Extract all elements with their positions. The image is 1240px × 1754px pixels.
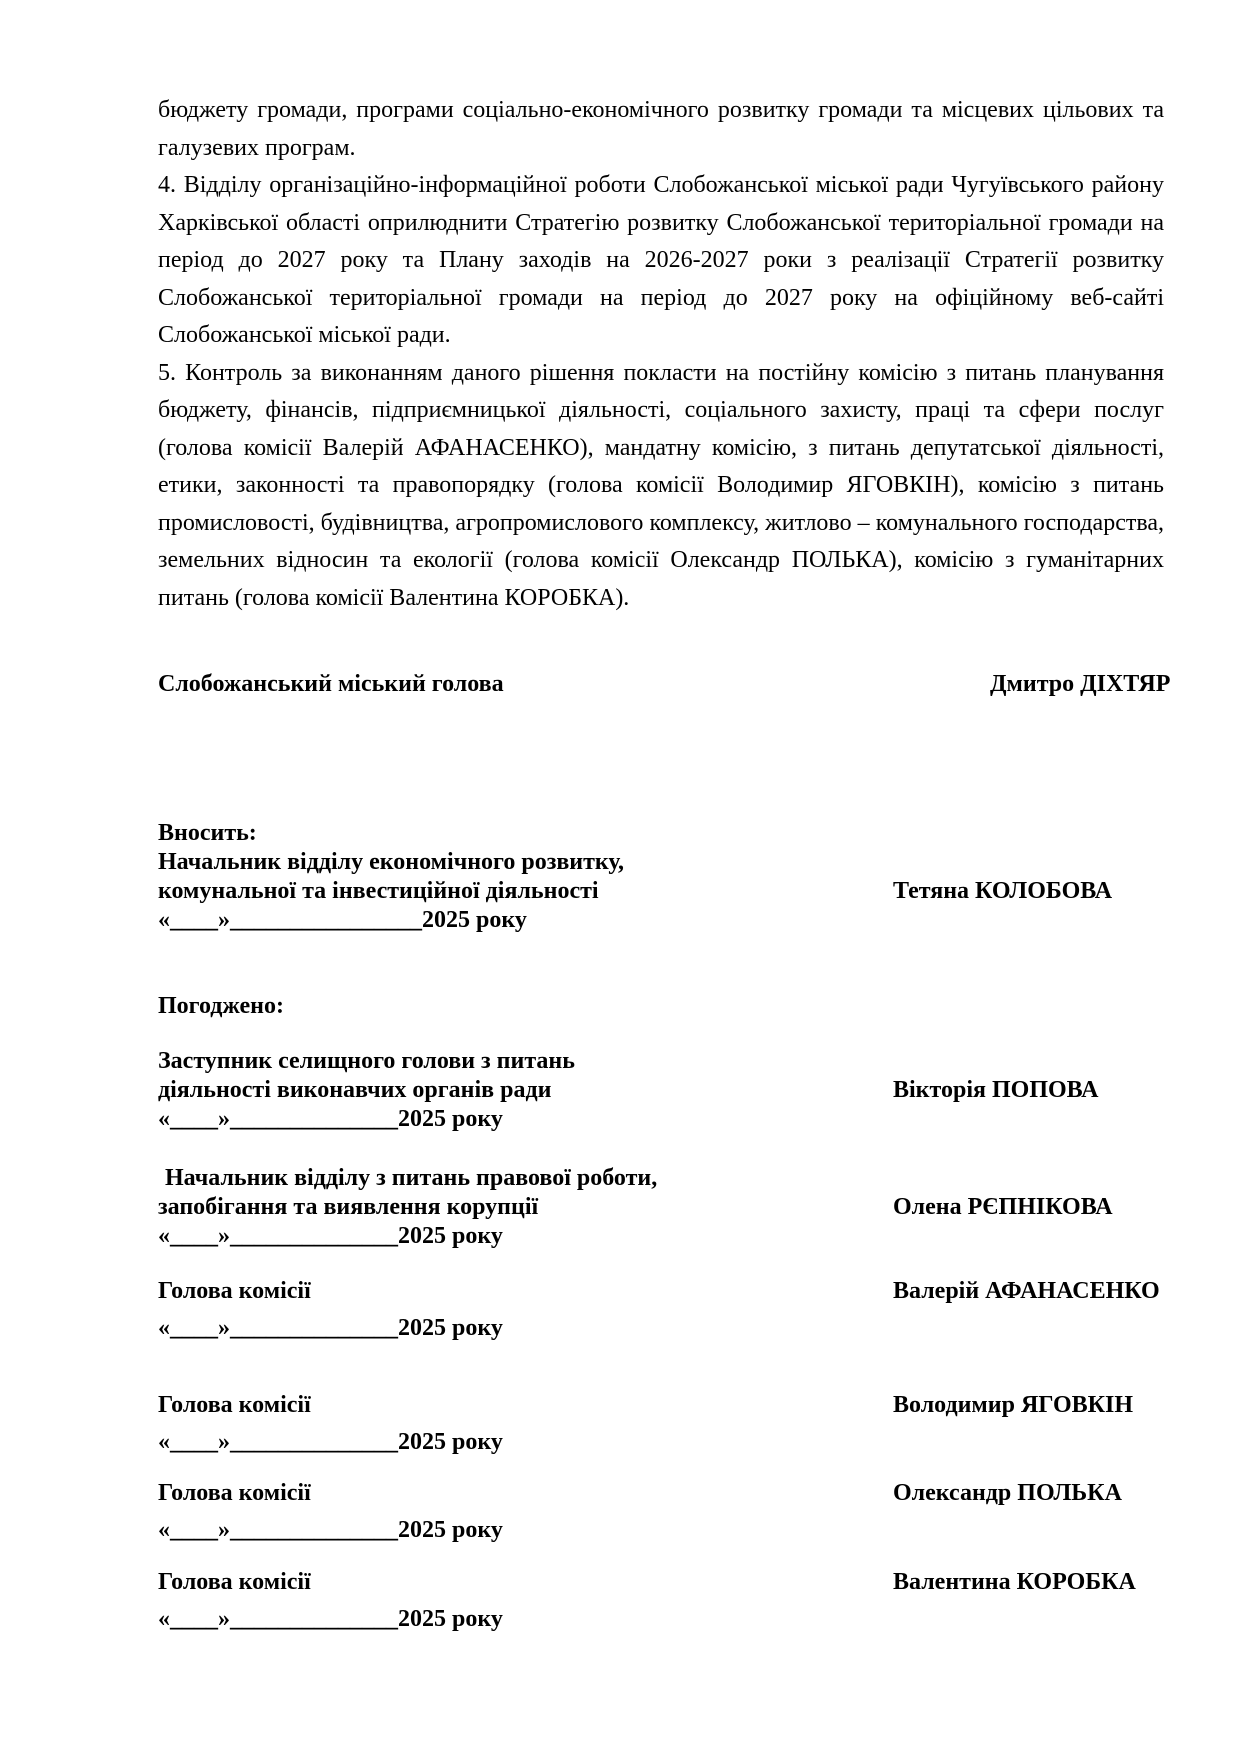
agreed-heading: Погоджено: xyxy=(158,993,284,1019)
commission-head-title: Голова комісії xyxy=(158,1480,311,1506)
submit-section xyxy=(158,819,1164,935)
commission-head-block-korobka xyxy=(158,1564,1164,1638)
paragraph-budget-continuation: бюджету громади, програми соціально-економічного розвитку громади та місцевих цільових та галузевих програм. xyxy=(158,97,1164,161)
commission-head-block-afanasenko xyxy=(158,1273,1164,1347)
commission-head-title-line xyxy=(158,1475,1164,1512)
commission-head-date-blank-line: «____»______________2025 року xyxy=(158,1606,503,1632)
commission-head-date-blank-line: «____»______________2025 року xyxy=(158,1517,503,1543)
commission-head-title: Голова комісії xyxy=(158,1569,311,1595)
commission-head-block-yahovkin xyxy=(158,1387,1164,1461)
agreed-legal-block xyxy=(158,1164,1164,1251)
paragraph-item-4: 4. Відділу організаційно-інформаційної роботи Слобожанської міської ради Чугуївського району Харківської області оприлюднити Стратегію розвитку Слобожанської територіальної громади на період до 2027 року та Плану заходів на 2026-2027 роки з реалізації Стратегії розвитку Слобожанської територіальної громади на період до 2027 року на офіційному веб-сайті Слобожанської міської ради. xyxy=(158,172,1164,348)
commission-head-date-blank-line: «____»______________2025 року xyxy=(158,1429,503,1455)
document-body xyxy=(158,92,1164,617)
paragraph-item-5: 5. Контроль за виконанням даного рішення покласти на постійну комісію з питань планування бюджету, фінансів, підприємницької діяльності, соціального захисту, праці та сфери послуг (голова комісії Валерій АФАНАСЕНКО), мандатну комісію, з питань депутатської діяльності, етики, законності та правопорядку (голова комісії Володимир ЯГОВКІН), комісію з питань промисловості, будівництва, агропромислового комплексу, житлово – комунального господарства, земельних відносин та екології (голова комісії Олександр ПОЛЬКА), комісію з гуманітарних питань (голова комісії Валентина КОРОБКА). xyxy=(158,359,1164,611)
legal-title-line-2 xyxy=(158,1193,1164,1222)
commission-head-title-line xyxy=(158,1564,1164,1601)
deputy-title-line-1: Заступник селищного голови з питань xyxy=(158,1048,575,1074)
submit-heading: Вносить: xyxy=(158,820,257,846)
commission-head-title-line xyxy=(158,1273,1164,1310)
commission-head-title: Голова комісії xyxy=(158,1278,311,1304)
legal-signer-name: Олена РЄПНІКОВА xyxy=(893,1194,1113,1220)
commission-head-name: Володимир ЯГОВКІН xyxy=(893,1392,1134,1418)
submit-date-blank-line: «____»________________2025 року xyxy=(158,907,527,933)
legal-title-line-1: Начальник відділу з питань правової роботи, xyxy=(165,1165,658,1191)
deputy-title-line-2-text: діяльності виконавчих органів ради xyxy=(158,1077,552,1103)
submit-title-line-1: Начальник відділу економічного розвитку, xyxy=(158,849,625,875)
commission-head-title-line xyxy=(158,1387,1164,1424)
legal-title-line-2-text: запобігання та виявлення корупції xyxy=(158,1194,539,1220)
deputy-signer-name: Вікторія ПОПОВА xyxy=(893,1077,1099,1103)
commission-head-block-polka xyxy=(158,1475,1164,1549)
commission-head-title: Голова комісії xyxy=(158,1392,311,1418)
commission-head-name: Валентина КОРОБКА xyxy=(893,1569,1136,1595)
mayor-signature-row xyxy=(158,670,1171,699)
submit-title-line-2 xyxy=(158,877,1164,906)
deputy-date-blank-line: «____»______________2025 року xyxy=(158,1106,503,1132)
mayor-name: Дмитро ДІХТЯР xyxy=(990,671,1171,697)
mayor-title: Слобожанський міський голова xyxy=(158,671,504,697)
legal-date-blank-line: «____»______________2025 року xyxy=(158,1223,503,1249)
commission-head-date-blank-line: «____»______________2025 року xyxy=(158,1315,503,1341)
agreed-deputy-block xyxy=(158,1047,1164,1134)
deputy-title-line-2 xyxy=(158,1076,1164,1105)
submit-title-line-2-text: комунальної та інвестиційної діяльності xyxy=(158,878,599,904)
commission-head-name: Валерій АФАНАСЕНКО xyxy=(893,1278,1160,1304)
commission-head-name: Олександр ПОЛЬКА xyxy=(893,1480,1122,1506)
submit-signer-name: Тетяна КОЛОБОВА xyxy=(893,878,1113,904)
